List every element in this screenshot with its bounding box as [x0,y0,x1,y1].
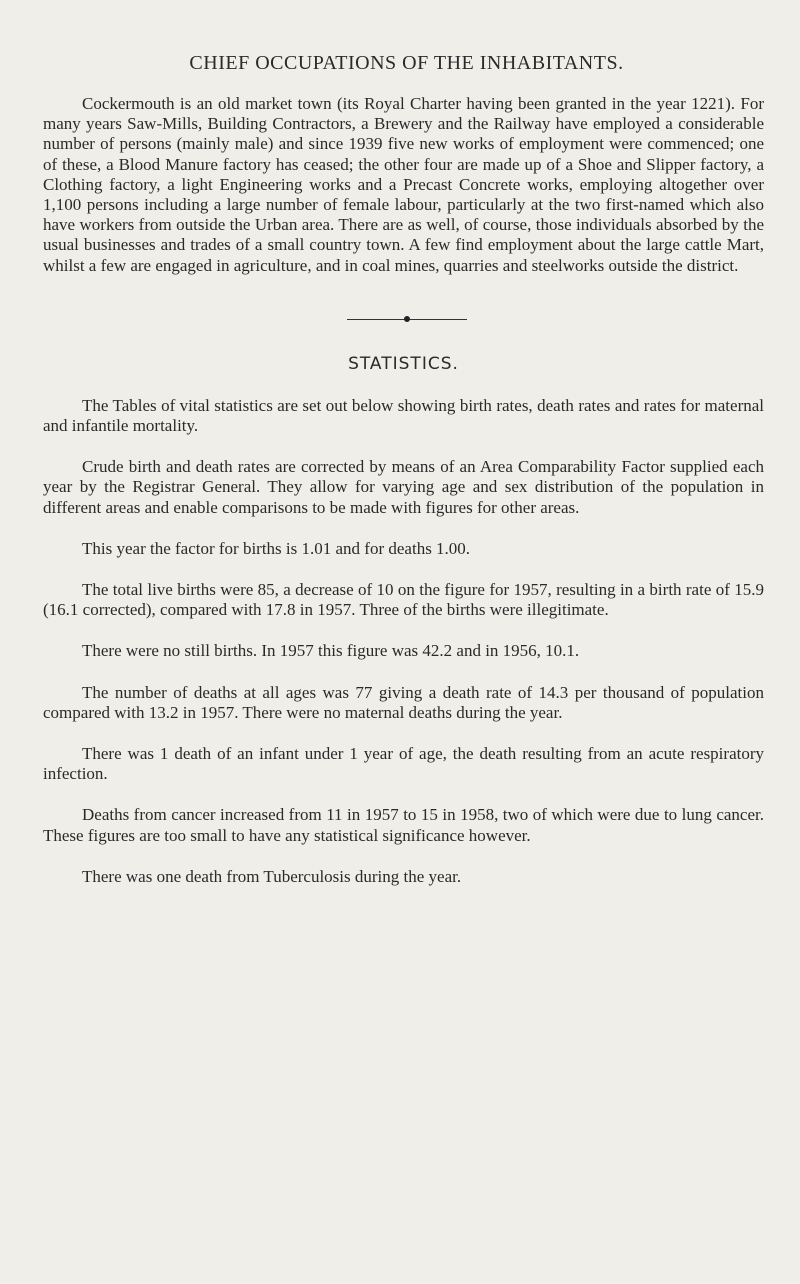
section-title: STATISTICS. [348,353,459,374]
divider-dot-icon [404,316,410,322]
paragraph-still-births: There were no still births. In 1957 this figure was 42.2 and in 1956, 10.1. [82,641,580,661]
paragraph-deaths: The number of deaths at all ages was 77 giving a death rate of 14.3 per thousand of population compared with 13.2 in 1957. There were no maternal deaths during the year. [43,682,764,722]
paragraph-infant-death: There was 1 death of an infant under 1 year of age, the death resulting from an acute respiratory infection. [43,744,764,784]
section-divider [347,314,467,324]
page-title: CHIEF OCCUPATIONS OF THE INHABITANTS. [189,52,624,74]
paragraph-vital-statistics: The Tables of vital statistics are set out below showing birth rates, death rates and rates for maternal and infantile mortality. [43,395,764,436]
paragraph-comparability-factor: Crude birth and death rates are corrected by means of an Area Comparability Factor supplied each year by the Registrar General. They allow for varying age and sex distribution of the population in different areas and enable comparisons to be made with figures for other areas. [43,457,764,517]
paragraph-tuberculosis: There was one death from Tuberculosis during the year. [82,866,462,886]
paragraph-factor-values: This year the factor for births is 1.01 and for deaths 1.00. [82,538,471,558]
paragraph-cancer-deaths: Deaths from cancer increased from 11 in 1957 to 15 in 1958, two of which were due to lung cancer. These figures are too small to have any statistical significance however. [43,805,764,845]
paragraph-live-births: The total live births were 85, a decrease of 10 on the figure for 1957, resulting in a birth rate of 15.9 (16.1 corrected), compared with 17.8 in 1957. Three of the births were illegitimate. [43,580,764,620]
intro-paragraph: Cockermouth is an old market town (its Royal Charter having been granted in the year 1221). For many years Saw-Mills, Building Contractors, a Brewery and the Railway have employed a considerable number of persons (mainly male) and since 1939 five new works of employment were commenced; one of these, a Blood Manure factory has ceased; the other four are made up of a Shoe and Slipper factory, a Clothing factory, a light Engineering works and a Precast Concrete works, employing altogether over 1,100 persons including a large number of female labour, particularly at the two first-named which also have workers from outside the Urban area. There are as well, of course, those individuals absorbed by the usual businesses and trades of a small country town. A few find employment about the large cattle Mart, whilst a few are engaged in agriculture, and in coal mines, quarries and steelworks outside the district. [43,94,764,275]
